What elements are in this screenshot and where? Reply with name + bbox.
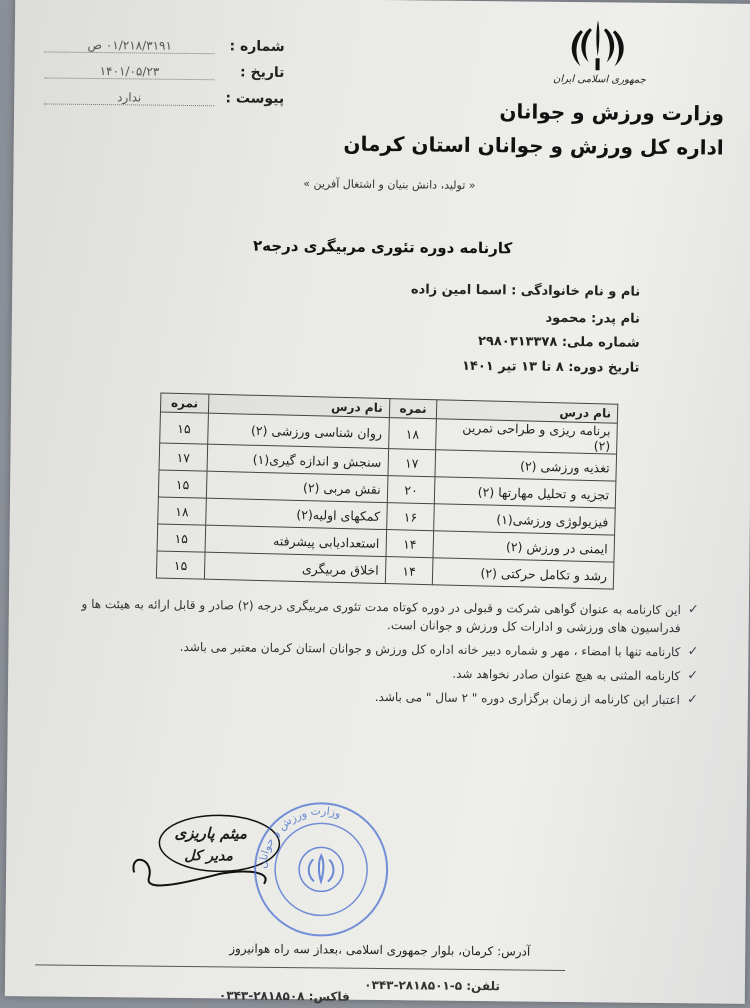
- course-name: رشد و تکامل حرکتی (۲): [433, 558, 614, 589]
- notes-list: [58, 595, 699, 716]
- stamp-text: وزارت ورزش و جوانان: [256, 804, 343, 870]
- course-grade: ۱۸: [158, 497, 207, 525]
- attachment-value: ندارد: [44, 89, 214, 106]
- footer-address: آدرس: کرمان، بلوار جمهوری اسلامی ،بعداز سه راه هوانیروز: [229, 941, 531, 959]
- course-name: برنامه ریزی و طراحی تمرین (۲): [436, 419, 617, 454]
- checkmark-icon: ✓: [687, 668, 699, 684]
- official-stamp-icon: [250, 799, 391, 940]
- course-grade: ۱۸: [388, 418, 437, 450]
- letter-date-label: تاریخ :: [239, 64, 285, 81]
- list-item: [58, 637, 698, 662]
- note-text: کارنامه تنها با امضاء ، مهر و شماره دبیر خانه اداره کل ورزش و جوانان استان کرمان معتبر می باشد.: [179, 639, 681, 660]
- course-period: تاریخ دوره: ۸ تا ۱۳ تیر ۱۴۰۱: [461, 358, 640, 376]
- letter-number-label: شماره :: [229, 38, 285, 55]
- course-grade: ۱۶: [386, 503, 434, 531]
- national-id: شماره ملی: ۲۹۸۰۳۱۳۳۷۸: [477, 334, 640, 351]
- checkmark-icon: ✓: [686, 692, 699, 708]
- checkmark-icon: ✓: [687, 644, 699, 660]
- header-course-name: نام درس: [208, 394, 389, 417]
- course-name: کمکهای اولیه(۲): [206, 498, 387, 529]
- list-item: [58, 661, 698, 686]
- signatory-name: میثم پاریزی: [174, 823, 248, 843]
- header-grade: نمره: [389, 399, 437, 419]
- course-grade: ۱۷: [159, 443, 208, 471]
- signatory-role: مدیر کل: [184, 847, 233, 865]
- footer-phone: تلفن: ۵-۲۸۱۸۵۰۱-۰۳۴۳: [364, 977, 500, 994]
- ministry-name: وزارت ورزش و جوانان: [499, 99, 725, 126]
- list-item: [58, 685, 698, 710]
- course-name: روان شناسی ورزشی (۲): [208, 413, 389, 448]
- course-grade: ۲۰: [387, 476, 435, 504]
- letter-number-row: [45, 36, 285, 55]
- father-name: نام پدر: محمود: [545, 310, 640, 327]
- letter-meta: [44, 36, 285, 117]
- note-text: این کارنامه به عنوان گواهی شرکت و قبولی در دوره کوتاه مدت تئوری مربیگری درجه (۲) صادر و قابل ارائه به هیئت ها و فدراسیون های ورزشی و ادارات کل ورزش و جوانان است.: [81, 596, 681, 636]
- attachment-row: [44, 88, 284, 107]
- emblem-caption: جمهوری اسلامی ایران: [552, 73, 646, 86]
- course-name: اخلاق مربیگری: [204, 552, 385, 583]
- course-grade: ۱۵: [156, 551, 205, 579]
- course-grade: ۱۴: [385, 557, 433, 585]
- full-name: نام و نام خانوادگی : اسما امین زاده: [410, 282, 641, 300]
- document-title: کارنامه دوره تئوری مربیگری درجه۲: [252, 236, 513, 258]
- header-grade: نمره: [160, 393, 208, 413]
- header-course-name: نام درس: [437, 400, 618, 423]
- course-grade: ۱۷: [388, 449, 436, 477]
- course-name: نقش مربی (۲): [206, 471, 387, 502]
- slogan: « تولید، دانش بنیان و اشتغال آفرین »: [303, 177, 476, 192]
- grades-table: [156, 393, 618, 590]
- course-grade: ۱۵: [160, 412, 209, 444]
- list-item: [59, 595, 699, 638]
- course-name: فیزیولوژی ورزشی(۱): [434, 504, 615, 535]
- course-name: استعدادیابی پیشرفته: [205, 525, 386, 556]
- course-name: ایمنی در ورزش (۲): [433, 531, 614, 562]
- course-name: تغذیه ورزشی (۲): [435, 450, 616, 481]
- course-name: تجزیه و تحلیل مهارتها (۲): [435, 477, 616, 508]
- letter-number-value: ۰۱/۲۱۸/۳۱۹۱ ص: [45, 37, 215, 54]
- footer-divider: [35, 964, 565, 971]
- course-name: سنجش و اندازه گیری(۱): [207, 444, 388, 475]
- iran-emblem-icon: [562, 16, 633, 77]
- letter-date-value: ۱۴۰۱/۰۵/۲۳: [44, 63, 214, 80]
- footer-fax: فاکس: ۲۸۱۸۵۰۸-۰۳۴۳: [218, 988, 350, 1004]
- course-grade: ۱۵: [157, 524, 206, 552]
- office-name: اداره کل ورزش و جوانان استان کرمان: [343, 131, 724, 160]
- letter-date-row: [44, 62, 284, 81]
- checkmark-icon: ✓: [687, 602, 699, 618]
- attachment-label: پیوست :: [225, 90, 285, 107]
- note-text: کارنامه المثنی به هیچ عنوان صادر نخواهد شد.: [452, 666, 681, 684]
- note-text: اعتبار این کارنامه از زمان برگزاری دوره " ۲ سال " می باشد.: [374, 689, 680, 708]
- course-grade: ۱۵: [158, 470, 207, 498]
- document-page: [5, 0, 750, 1004]
- course-grade: ۱۴: [386, 530, 434, 558]
